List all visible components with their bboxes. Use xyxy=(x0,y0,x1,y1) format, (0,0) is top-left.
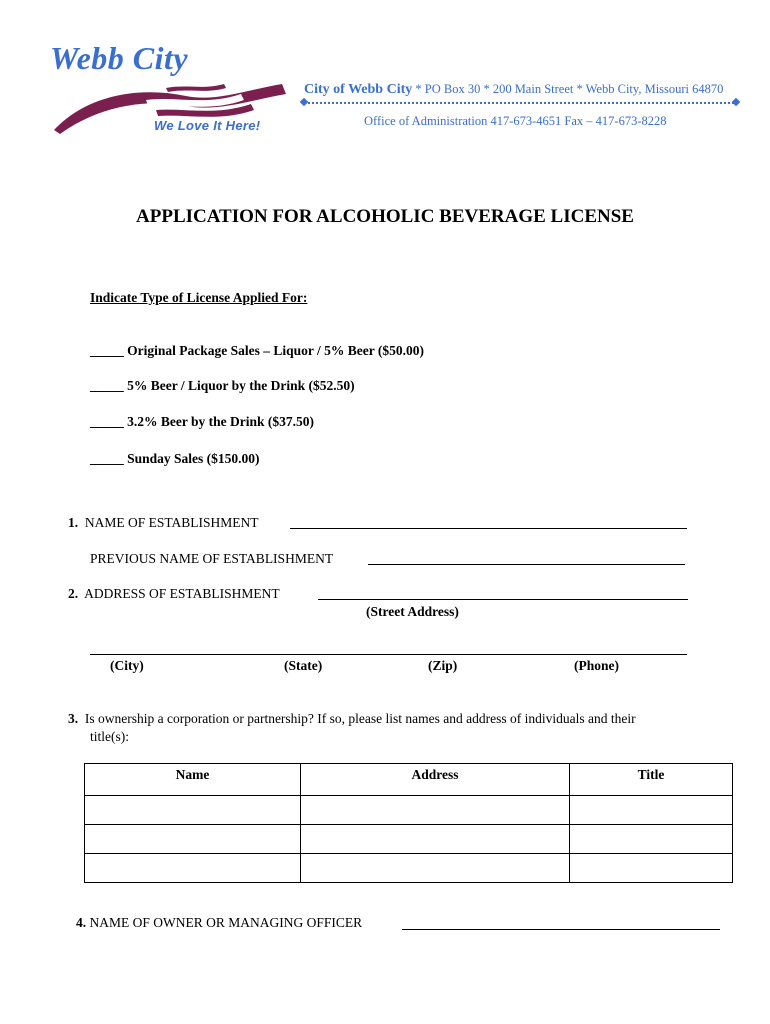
table-row xyxy=(85,825,733,854)
question-2-number: 2. xyxy=(68,586,79,601)
owner-title-cell[interactable] xyxy=(570,796,733,825)
owner-address-cell[interactable] xyxy=(301,825,570,854)
owner-address-cell[interactable] xyxy=(301,796,570,825)
city-caption: (City) xyxy=(110,658,144,673)
column-header-name: Name xyxy=(85,764,301,796)
establishment-name-field[interactable] xyxy=(290,528,687,529)
owner-title-cell[interactable] xyxy=(570,854,733,883)
street-address-field[interactable] xyxy=(318,599,688,600)
establishment-address-label: ADDRESS OF ESTABLISHMENT xyxy=(84,586,280,601)
previous-name-field[interactable] xyxy=(368,564,685,565)
owner-name-cell[interactable] xyxy=(85,796,301,825)
owner-officer-label: NAME OF OWNER OR MANAGING OFFICER xyxy=(86,915,363,930)
license-option-sunday[interactable]: _____ Sunday Sales ($150.00) xyxy=(90,451,260,466)
license-type-prompt: Indicate Type of License Applied For: xyxy=(90,290,308,305)
street-address-caption: (Street Address) xyxy=(366,604,459,619)
state-caption: (State) xyxy=(284,658,323,673)
license-option-32-beer-drink[interactable]: _____ 3.2% Beer by the Drink ($37.50) xyxy=(90,414,314,429)
divider-dot-left xyxy=(300,98,308,106)
header-address-line xyxy=(304,82,723,98)
owner-officer-field[interactable] xyxy=(402,929,720,930)
question-1 xyxy=(68,515,259,531)
question-3-text-continued: title(s): xyxy=(90,729,129,744)
question-1-number: 1. xyxy=(68,515,79,530)
divider-dot-right xyxy=(732,98,740,106)
question-3 xyxy=(68,711,636,727)
question-3-text: Is ownership a corporation or partnership? If so, please list names and address of individuals and their xyxy=(81,711,636,726)
table-row xyxy=(85,854,733,883)
question-3-number: 3. xyxy=(68,711,79,726)
license-option-beer-liquor-drink[interactable]: _____ 5% Beer / Liquor by the Drink ($52.50) xyxy=(90,378,355,393)
column-header-address: Address xyxy=(301,764,570,796)
zip-caption: (Zip) xyxy=(428,658,458,673)
logo-title: Webb City xyxy=(50,40,189,76)
webb-city-logo xyxy=(46,40,291,140)
license-option-package[interactable]: _____ Original Package Sales – Liquor / 5% Beer ($50.00) xyxy=(90,343,424,358)
table-row xyxy=(85,796,733,825)
owner-name-cell[interactable] xyxy=(85,854,301,883)
header-city-name: City of Webb City xyxy=(304,82,413,97)
question-4-number: 4. xyxy=(76,915,87,930)
table-header-row xyxy=(85,764,733,796)
question-4 xyxy=(76,915,362,931)
question-2 xyxy=(68,586,280,602)
column-header-title: Title xyxy=(570,764,733,796)
page-title: APPLICATION FOR ALCOHOLIC BEVERAGE LICENSE xyxy=(136,206,634,227)
owner-title-cell[interactable] xyxy=(570,825,733,854)
previous-name-label: PREVIOUS NAME OF ESTABLISHMENT xyxy=(90,551,334,566)
ownership-table xyxy=(84,763,733,883)
header-divider xyxy=(304,102,738,104)
header-office: Office of Administration 417-673-4651 Fax – 417-673-8228 xyxy=(364,114,667,128)
owner-name-cell[interactable] xyxy=(85,825,301,854)
logo-tagline: We Love It Here! xyxy=(154,118,261,133)
header-address: * PO Box 30 * 200 Main Street * Webb City, Missouri 64870 xyxy=(412,82,724,96)
phone-caption: (Phone) xyxy=(574,658,619,673)
city-state-zip-phone-field[interactable] xyxy=(90,654,687,655)
owner-address-cell[interactable] xyxy=(301,854,570,883)
establishment-name-label: NAME OF ESTABLISHMENT xyxy=(84,515,259,530)
